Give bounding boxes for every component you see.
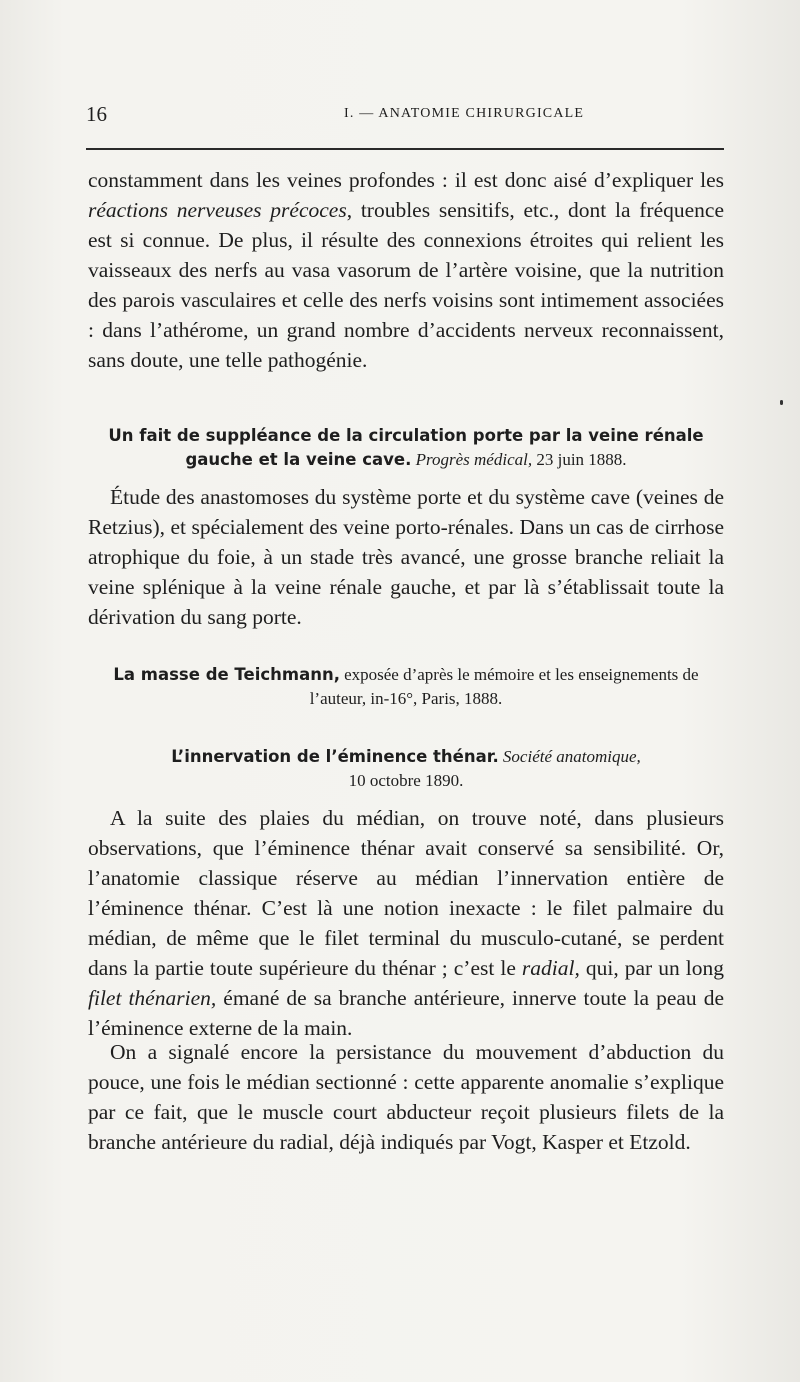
section-heading-suppleance bbox=[88, 424, 724, 472]
section-heading-thenar bbox=[88, 745, 724, 793]
heading-date: 10 octobre 1890. bbox=[348, 771, 464, 790]
section-thenar-body-1 bbox=[88, 803, 724, 1043]
header-rule bbox=[86, 148, 724, 150]
heading-title: L’innervation de l’éminence thénar. bbox=[171, 747, 499, 766]
italic-text: filet thénarien, bbox=[88, 986, 217, 1010]
italic-text: réactions nerveuses précoces bbox=[88, 198, 347, 222]
heading-source: Progrès médical, bbox=[415, 450, 533, 469]
running-head: I. — ANATOMIE CHIRURGICALE bbox=[344, 106, 585, 121]
section-suppleance-body bbox=[88, 482, 724, 632]
paragraph: Étude des anastomoses du système porte et du système cave (veines de Retzius), et spécialement des veine porto-rénales. Dans un cas de cirrhose atrophique du foie, à un stade très avancé, une grosse branche reliait la veine splénique à la veine rénale gauche, et par là s’établissait toute la dérivation du sang porte. bbox=[88, 485, 724, 629]
paragraph bbox=[88, 165, 724, 375]
paragraph: On a signalé encore la persistance du mouvement d’abduction du pouce, une fois le médian sectionné : cette apparente anomalie s’explique par ce fait, que le muscle court abducteur reçoit plusieurs filets de la branche antérieure du radial, déjà indiqués par Vogt, Kasper et Etzold. bbox=[88, 1040, 724, 1154]
italic-text: radial, bbox=[521, 956, 580, 980]
heading-title: Un fait de suppléance de la circulation porte par la veine rénale gauche et la veine cave. bbox=[108, 426, 704, 469]
text-run: qui, par un long bbox=[579, 956, 724, 980]
heading-title: La masse de Teichmann, bbox=[113, 665, 340, 684]
text-run: A la suite des plaies du médian, on trouve noté, dans plusieurs observations, que l’éminence thénar avait conservé sa sensibilité. Or, l’anatomie classique réserve au médian l’innervation entière de l’éminence thénar. C’est là une notion inexacte : le filet palmaire du médian, de même que le filet terminal du musculo-cutané, se perdent dans la partie toute supérieure du thénar ; c’est le bbox=[88, 806, 724, 980]
text-run: , troubles sensitifs, etc., dont la fréquence est si connue. De plus, il résulte des connexions étroites qui relient les vaisseaux des nerfs au vasa vasorum de l’artère voisine, que la nutrition des parois vasculaires et celle des nerfs voisins sont intimement associées : dans l’athérome, un grand nombre d’accidents nerveux reconnaissent, sans doute, une telle pathogénie. bbox=[88, 198, 724, 372]
text-run: constamment dans les veines profondes : il est donc aisé d’expliquer les bbox=[88, 168, 724, 192]
heading-source: Société anatomique, bbox=[502, 747, 641, 766]
ink-speck bbox=[780, 400, 783, 405]
text-run: émané de sa branche antérieure, innerve toute la peau de l’éminence externe de la main. bbox=[88, 986, 724, 1040]
heading-date: 23 juin 1888. bbox=[536, 450, 627, 469]
page-header bbox=[86, 100, 724, 130]
section-heading-teichmann bbox=[88, 663, 724, 711]
section-thenar-body-2 bbox=[88, 1037, 724, 1157]
section-intro bbox=[88, 165, 724, 375]
heading-description: exposée d’après le mémoire et les enseignements de l’auteur, in-16°, Paris, 1888. bbox=[309, 665, 699, 708]
paragraph bbox=[88, 803, 724, 1043]
page-number: 16 bbox=[86, 102, 107, 126]
